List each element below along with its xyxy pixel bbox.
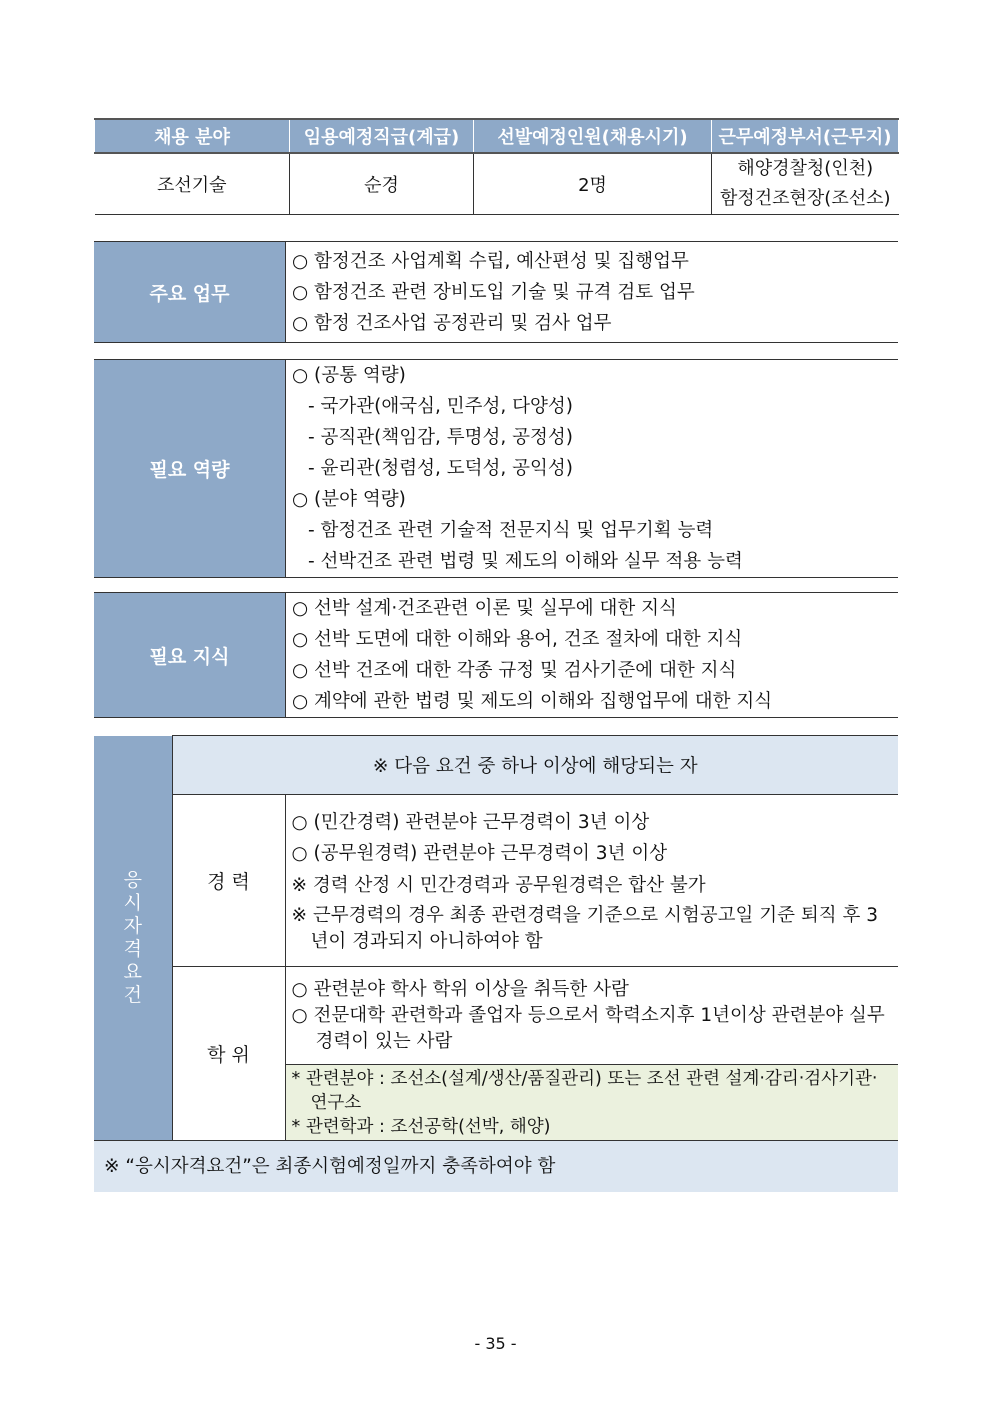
list-item: ○ 함정 건조사업 공정관리 및 검사 업무 (292, 312, 612, 334)
label-char: 요 (123, 961, 142, 983)
dept-cell (712, 153, 899, 215)
section-content (286, 360, 899, 578)
qualification-label (94, 736, 172, 1141)
rank-cell: 순경 (290, 153, 474, 215)
section-label: 필요 지식 (94, 593, 286, 718)
career-label: 경 력 (172, 795, 285, 967)
list-item: - 공직관(책임감, 투명성, 공정성) (308, 427, 573, 448)
list-item: ○ (공무원경력) 관련분야 근무경력이 3년 이상 (291, 842, 668, 864)
list-item: - 함정건조 관련 기술적 전문지식 및 업무기획 능력 (308, 520, 714, 541)
list-item: ○ 관련분야 학사 학위 이상을 취득한 사람 (291, 978, 629, 1000)
column-header: 선발예정인원(채용시기) (474, 119, 712, 153)
list-item: ○ 선박 설계‧건조관련 이론 및 실무에 대한 지식 (292, 598, 677, 619)
list-item: - 국가관(애국심, 민주성, 다양성) (308, 396, 573, 417)
dept-line: 함정건조현장(조선소) (719, 188, 891, 209)
section-content (286, 242, 899, 343)
footnote: ※ “응시자격요건”은 최종시험예정일까지 충족하여야 함 (94, 1140, 898, 1192)
section-label: 필요 역량 (94, 360, 286, 578)
note-item: * 관련학과 : 조선공학(선박, 해양) (291, 1116, 551, 1137)
degree-label: 학 위 (172, 967, 285, 1141)
list-item: ※ 경력 산정 시 민간경력과 공무원경력은 합산 불가 (291, 874, 706, 896)
list-item: ○ 선박 건조에 대한 각종 규정 및 검사기준에 대한 지식 (292, 660, 737, 681)
column-header: 임용예정직급(계급) (290, 119, 474, 153)
count-cell: 2명 (474, 153, 712, 215)
list-item: ○ (공통 역량) (292, 365, 406, 386)
list-item: ○ 계약에 관한 법령 및 제도의 이해와 집행업무에 대한 지식 (292, 691, 773, 712)
label-char: 응 (123, 869, 142, 891)
qualification-section (94, 735, 898, 1141)
list-item: ○ 전문대학 관련학과 졸업자 등으로서 학력소지후 1년이상 관련분야 실무경력이 있는 사람 (291, 1004, 885, 1052)
list-item: ○ (민간경력) 관련분야 근무경력이 3년 이상 (291, 811, 650, 833)
list-item: ※ 근무경력의 경우 최종 관련경력을 기준으로 시험공고일 기준 퇴직 후 3년이 경과되지 아니하여야 함 (291, 904, 878, 952)
qualification-notice: ※ 다음 요건 중 하나 이상에 해당되는 자 (172, 736, 898, 795)
section-label: 주요 업무 (94, 242, 286, 343)
column-header: 근무예정부서(근무지) (712, 119, 899, 153)
list-item: - 선박건조 관련 법령 및 제도의 이해와 실무 적용 능력 (308, 551, 743, 572)
field-cell: 조선기술 (95, 153, 290, 215)
recruitment-summary-table (94, 118, 899, 215)
label-char: 건 (123, 984, 142, 1006)
section-content (286, 593, 899, 718)
career-content (285, 795, 898, 967)
dept-line: 해양경찰청(인천) (737, 158, 874, 179)
degree-notes (285, 1065, 898, 1141)
duties-section (94, 241, 898, 343)
table-header-row (95, 119, 899, 153)
note-item: * 관련분야 : 조선소(설계/생산/품질관리) 또는 조선 관련 설계‧감리‧검사기관‧연구소 (291, 1068, 878, 1113)
label-char: 격 (123, 938, 142, 960)
list-item: ○ (분야 역량) (292, 489, 406, 510)
list-item: - 윤리관(청렴성, 도덕성, 공익성) (308, 458, 573, 479)
page-number: - 35 - (474, 1334, 517, 1353)
label-char: 자 (123, 915, 142, 937)
degree-content (285, 967, 898, 1065)
table-row (95, 153, 899, 215)
list-item: ○ 함정건조 관련 장비도입 기술 및 규격 검토 업무 (292, 281, 695, 303)
list-item: ○ 함정건조 사업계획 수립, 예산편성 및 집행업무 (292, 250, 689, 272)
knowledge-section (94, 592, 898, 718)
label-char: 시 (123, 892, 142, 914)
competency-section (94, 359, 898, 578)
column-header: 채용 분야 (95, 119, 290, 153)
list-item: ○ 선박 도면에 대한 이해와 용어, 건조 절차에 대한 지식 (292, 629, 743, 650)
